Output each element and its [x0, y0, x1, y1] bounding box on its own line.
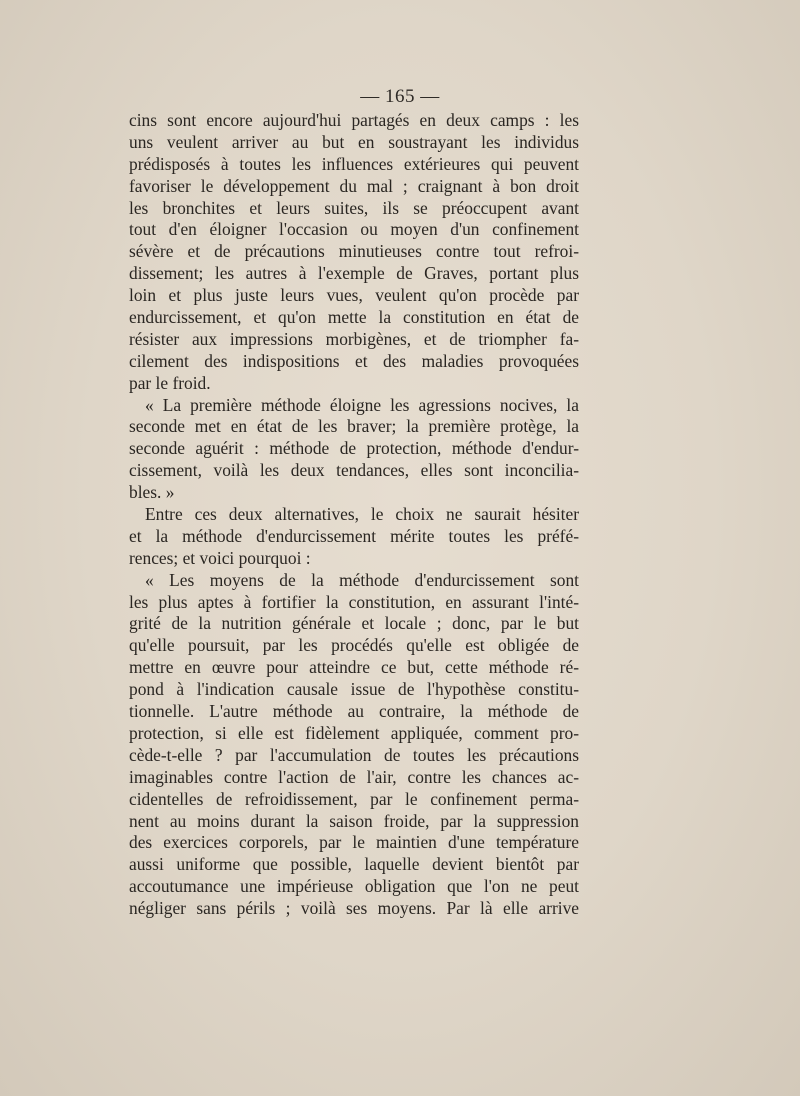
text-line: grité de la nutrition générale et locale ; donc, par le but — [129, 613, 579, 634]
text-line: prédisposés à toutes les influences extérieures qui peuvent — [129, 153, 579, 174]
text-line: résister aux impressions morbigènes, et de triompher fa- — [129, 328, 579, 349]
text-line: par le froid. — [129, 372, 211, 393]
text-line: des exercices corporels, par le maintien d'une température — [129, 832, 579, 853]
text-line: mettre en œuvre pour atteindre ce but, cette méthode ré- — [129, 657, 579, 678]
text-line: cissement, voilà les deux tendances, elles sont inconcilia- — [129, 460, 579, 481]
text-line: « Les moyens de la méthode d'endurcissement sont — [145, 569, 579, 590]
text-line: les plus aptes à fortifier la constitution, en assurant l'inté- — [129, 591, 579, 612]
text-line: loin et plus juste leurs vues, veulent qu'on procède par — [129, 285, 579, 306]
text-line: tout d'en éloigner l'occasion ou moyen d'un confinement — [129, 219, 579, 240]
text-line: nent au moins durant la saison froide, par la suppression — [129, 810, 579, 831]
paragraph — [129, 395, 579, 504]
paragraph — [129, 570, 579, 920]
text-line: rences; et voici pourquoi : — [129, 547, 311, 568]
text-line: cède-t-elle ? par l'accumulation de toutes les précautions — [129, 744, 579, 765]
text-line: bles. » — [129, 482, 175, 503]
text-line: dissement; les autres à l'exemple de Graves, portant plus — [129, 263, 579, 284]
text-line: aussi uniforme que possible, laquelle devient bientôt par — [129, 854, 579, 875]
text-line: protection, si elle est fidèlement appliquée, comment pro- — [129, 722, 579, 743]
text-line: cilement des indispositions et des maladies provoquées — [129, 350, 579, 371]
text-line: accoutumance une impérieuse obligation que l'on ne peut — [129, 876, 579, 897]
text-line: uns veulent arriver au but en soustrayant les individus — [129, 131, 579, 152]
text-line: Entre ces deux alternatives, le choix ne saurait hésiter — [145, 504, 579, 525]
text-line: « La première méthode éloigne les agressions nocives, la — [145, 394, 579, 415]
text-line: tionnelle. L'autre méthode au contraire, la méthode de — [129, 701, 579, 722]
paragraph — [129, 504, 579, 570]
text-line: les bronchites et leurs suites, ils se préoccupent avant — [129, 197, 579, 218]
text-line: sévère et de précautions minutieuses contre tout refroi- — [129, 241, 579, 262]
text-line: qu'elle poursuit, par les procédés qu'elle est obligée de — [129, 635, 579, 656]
paragraph — [129, 110, 579, 395]
text-line: seconde aguérit : méthode de protection, méthode d'endur- — [129, 438, 579, 459]
text-line: cidentelles de refroidissement, par le confinement perma- — [129, 788, 579, 809]
text-line: favoriser le développement du mal ; craignant à bon droit — [129, 175, 579, 196]
text-line: cins sont encore aujourd'hui partagés en deux camps : les — [129, 110, 579, 130]
text-line: imaginables contre l'action de l'air, contre les chances ac- — [129, 766, 579, 787]
text-line: et la méthode d'endurcissement mérite toutes les préfé- — [129, 525, 579, 546]
text-line: seconde met en état de les braver; la première protège, la — [129, 416, 579, 437]
body-text — [129, 110, 579, 920]
text-line: pond à l'indication causale issue de l'hypothèse constitu- — [129, 679, 579, 700]
page-number: — 165 — — [360, 86, 440, 107]
text-line: endurcissement, et qu'on mette la constitution en état de — [129, 307, 579, 328]
text-line: négliger sans périls ; voilà ses moyens. Par là elle arrive — [129, 898, 579, 919]
